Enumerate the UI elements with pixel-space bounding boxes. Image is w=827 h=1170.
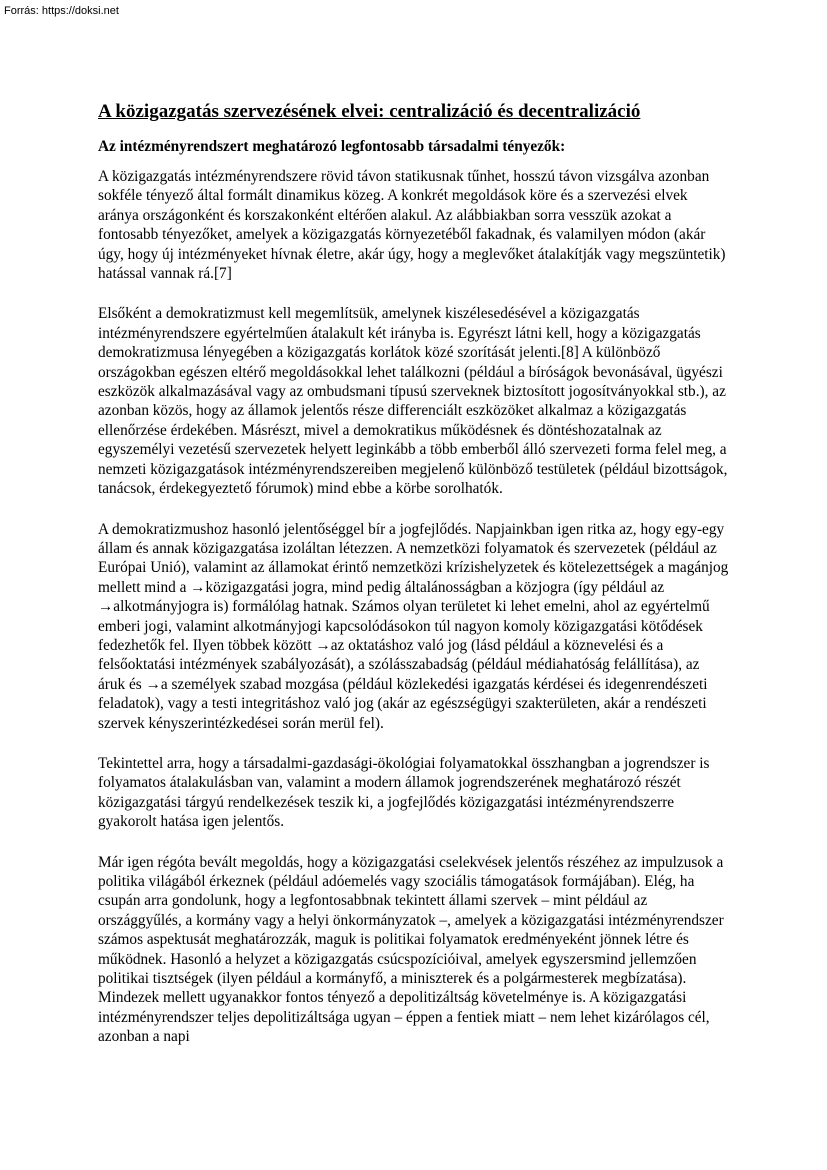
source-label[interactable]: Forrás: https://doksi.net	[4, 5, 119, 17]
section-subtitle: Az intézményrendszert meghatározó legfontosabb társadalmi tényezők:	[98, 138, 566, 155]
paragraph: Tekintettel arra, hogy a társadalmi-gazdasági-ökológiai folyamatokkal összhangban a jogrendszer is folyamatos átalakulásban van, valamint a modern államok jogrendszerének meghatározó részét közigazgatási tárgyú rendelkezések teszik ki, a jogfejlődés közigazgatási intézményrendszerre gyakorolt hatása igen jelentős.	[98, 754, 710, 831]
paragraph: Már igen régóta bevált megoldás, hogy a közigazgatási cselekvések jelentős részéhez az impulzusok a politika világából érkeznek (például adóemelés vagy szociális támogatások formájában). Elég, ha csupán arra gondolunk, hogy a legfontosabbnak tekintett állami szervek – mint például az országgyűlés, a kormány vagy a helyi önkormányzatok –, amelyek a közigazgatási intézményrendszer számos aspektusát meghatározzák, maguk is politikai folyamatok eredményeként jönnek létre és működnek. Hasonló a helyzet a közigazgatás csúcspozícióival, amelyek egyszersmind jellemzően politikai tisztségek (ilyen például a kormányfő, a miniszterek és a polgármesterek megbízatása). Mindezek mellett ugyanakkor fontos tényező a depolitizáltság követelménye is. A közigazgatási intézményrendszer teljes depolitizáltsága ugyan – éppen a fentiek miatt – nem lehet kizárólagos cél, azonban a napi	[98, 853, 724, 1046]
paragraph: A közigazgatás intézményrendszere rövid távon statikusnak tűnhet, hosszú távon vizsgálva azonban sokféle tényező által formált dinamikus közeg. A konkrét megoldások köre és a szervezési elvek aránya országonként és korszakonként eltérően alakul. Az alábbiakban sorra vesszük azokat a fontosabb tényezőket, amelyek a közigazgatás környezetéből fakadnak, és valamilyen módon (akár úgy, hogy új intézményeket hívnak életre, akár úgy, hogy a meglevőket átalakítják vagy megszüntetik) hatással vannak rá.[7]	[98, 168, 726, 283]
paragraph: A demokratizmushoz hasonló jelentőséggel bír a jogfejlődés. Napjainkban igen ritka az, hogy egy-egy állam és annak közigazgatása izoláltan létezzen. A nemzetközi folyamatok és szervezetek (például az Európai Unió), valamint az államokat érintő nemzetközi krízishelyzetek és kötelezettségek a magánjog mellett mind a →közigazgatási jogra, mind pedig általánosságban a közjogra (így például az →alkotmányjogra is) formálólag hatnak. Számos olyan területet ki lehet emelni, ahol az egyértelmű emberi jogi, valamint alkotmányjogi kapcsolódásokon túl nagyon komoly közigazgatási kötődések fedezhetők fel. Ilyen többek között →az oktatáshoz való jog (lásd például a köznevelési és a felsőoktatási intézmények szabályozását), a szólásszabadság (például médiahatóság felállítása), az áruk és →a személyek szabad mozgása (például közlekedési igazgatás kérdései és idegenrendészeti feladatok), vagy a testi integritáshoz való jog (akár az egészségügyi szakterületen, akár a rendészeti szervek kényszerintézkedései során merül fel).	[98, 520, 729, 732]
document-title: A közigazgatás szervezésének elvei: centralizáció és decentralizáció	[98, 101, 641, 122]
document-page	[98, 100, 730, 1068]
paragraph: Elsőként a demokratizmust kell megemlítsük, amelynek kiszélesedésével a közigazgatás intézményrendszere egyértelműen átalakult két irányba is. Egyrészt látni kell, hogy a közigazgatás demokratizmusa lényegében a közigazgatás korlátok közé szorítását jelenti.[8] A különböző országokban egészen eltérő megoldásokkal lehet találkozni (például a bíróságok bevonásával, ügyészi eszközök alkalmazásával vagy az ombudsmani típusú szerveknek biztosított jogosítványokkal stb.), az azonban közös, hogy az államok jelentős része differenciált eszközöket alkalmaz a közigazgatás ellenőrzése érdekében. Másrészt, mivel a demokratikus működésnek és döntéshozatalnak az egyszemélyi vezetésű szervezetek helyett leginkább a több emberből álló szervezeti forma felel meg, a nemzeti közigazgatások intézményrendszereiben megjelenő különböző testületek (például bizottságok, tanácsok, érdekegyeztető fórumok) mind ebbe a körbe sorolhatók.	[98, 305, 728, 498]
body-text	[98, 167, 730, 1047]
